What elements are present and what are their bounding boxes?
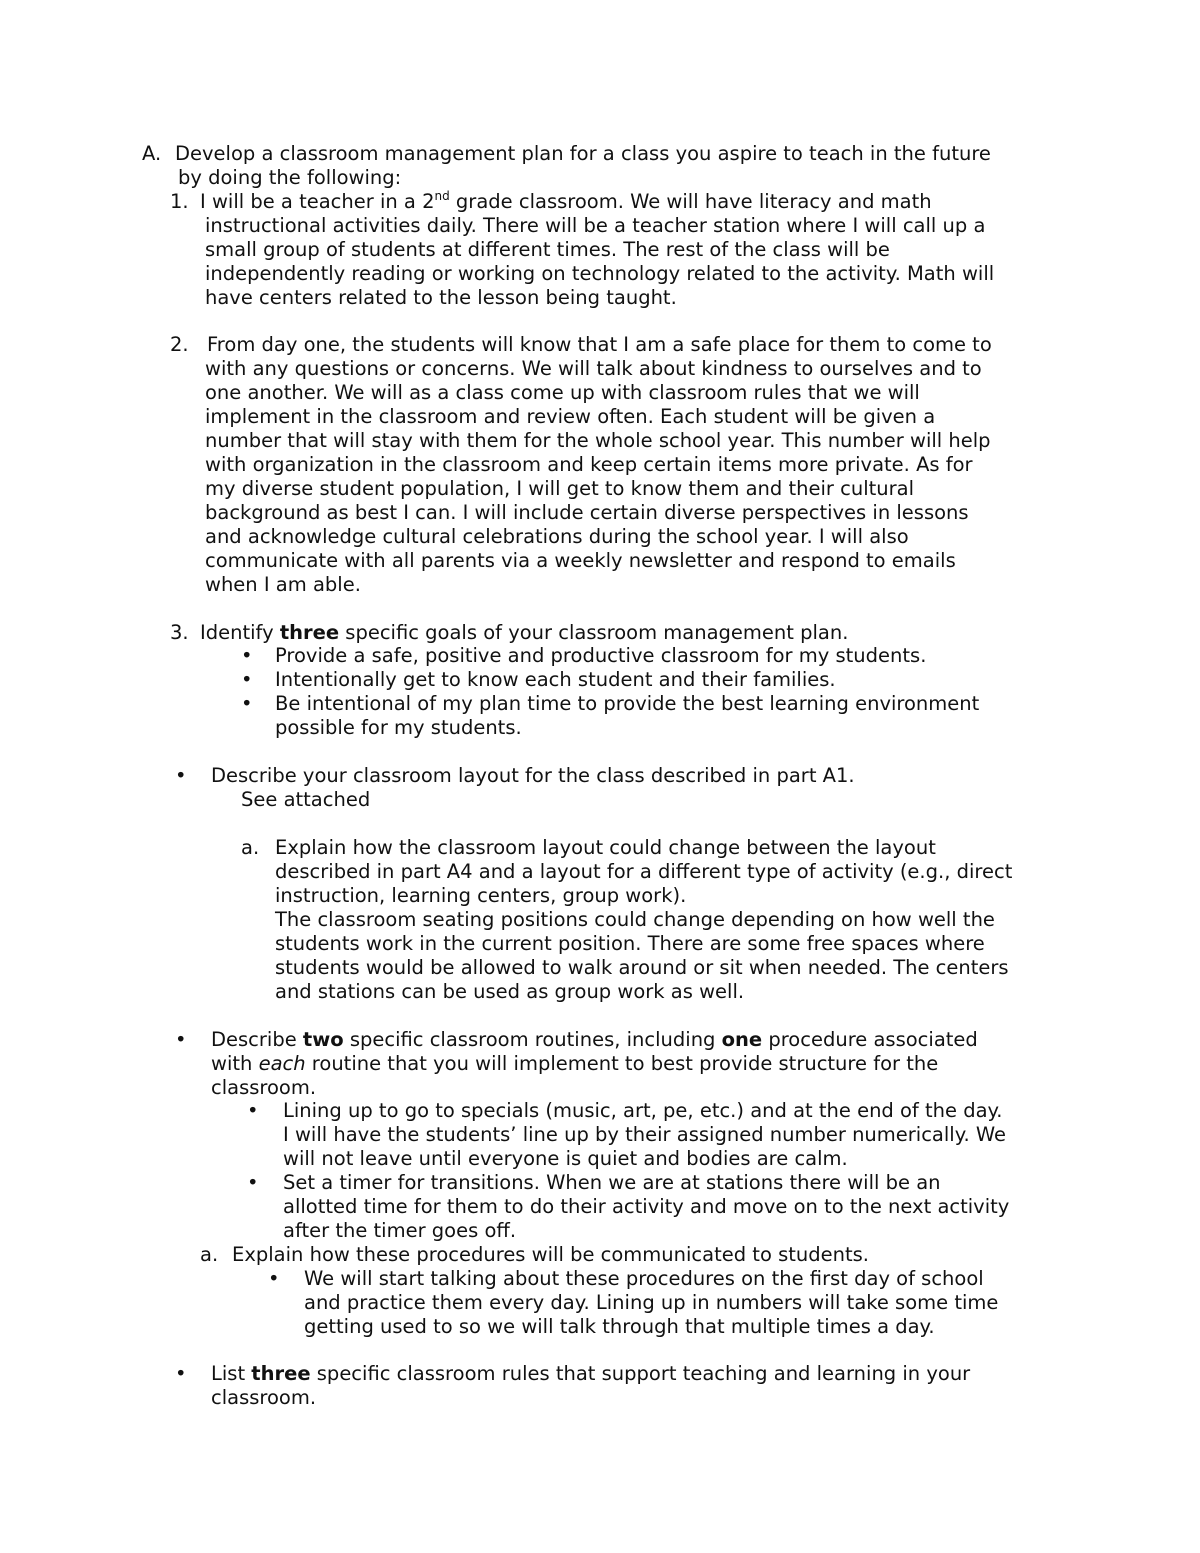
item-2-line: From day one, the students will know that I am a safe place for them to come to	[207, 333, 992, 356]
section-a-marker: A.	[142, 142, 162, 165]
item-1-text: I will be a teacher in a 2	[200, 190, 435, 213]
emphasis-two: two	[302, 1028, 344, 1051]
item-5a-answer-line: getting used to so we will talk through that multiple times a day.	[304, 1315, 935, 1338]
item-4a-line: instruction, learning centers, group work).	[275, 884, 687, 907]
routine-line: will not leave until everyone is quiet and bodies are calm.	[283, 1147, 848, 1170]
section-a-line: Develop a classroom management plan for a class you aspire to teach in the future	[175, 142, 991, 165]
item-4a-line: The classroom seating positions could change depending on how well the	[275, 908, 995, 931]
item-3-text: Identify	[200, 621, 280, 644]
emphasis-one: one	[721, 1028, 763, 1051]
bullet-icon: •	[268, 1267, 280, 1290]
goal-item: Provide a safe, positive and productive classroom for my students.	[275, 644, 927, 667]
item-1-first-line	[200, 190, 932, 214]
bullet-icon: •	[241, 668, 253, 691]
item-5a-answer-line: We will start talking about these procedures on the first day of school	[304, 1267, 984, 1290]
item-5-text: specific classroom routines, including	[343, 1028, 722, 1051]
item-5-prompt-line	[211, 1052, 938, 1076]
item-5a-prompt: Explain how these procedures will be communicated to students.	[232, 1243, 869, 1266]
bullet-icon: •	[241, 644, 253, 667]
item-4a-line: Explain how the classroom layout could change between the layout	[275, 836, 936, 859]
item-1-line: small group of students at different times. The rest of the class will be	[205, 238, 890, 261]
item-5-text: procedure associated	[762, 1028, 978, 1051]
item-2-line: and acknowledge cultural celebrations during the school year. I will also	[205, 525, 909, 548]
bullet-icon: •	[241, 692, 253, 715]
item-2-line: with any questions or concerns. We will talk about kindness to ourselves and to	[205, 357, 982, 380]
item-5-text: Describe	[211, 1028, 303, 1051]
item-3-text: specific goals of your classroom management plan.	[339, 621, 849, 644]
item-6-line: classroom.	[211, 1386, 317, 1409]
item-4-answer: See attached	[241, 788, 371, 811]
emphasis-each: each	[258, 1052, 306, 1075]
routine-line: I will have the students’ line up by their assigned number numerically. We	[283, 1123, 1007, 1146]
item-5-prompt-line	[211, 1028, 978, 1052]
bullet-icon: •	[175, 1362, 187, 1385]
goal-item: Be intentional of my plan time to provide the best learning environment	[275, 692, 980, 715]
item-4a-line: described in part A4 and a layout for a different type of activity (e.g., direct	[275, 860, 1013, 883]
section-a-line: by doing the following:	[178, 166, 402, 189]
routine-line: allotted time for them to do their activity and move on to the next activity	[283, 1195, 1010, 1218]
item-2-line: background as best I can. I will include certain diverse perspectives in lessons	[205, 501, 969, 524]
bullet-icon: •	[247, 1171, 259, 1194]
item-5-prompt-line: classroom.	[211, 1076, 317, 1099]
bullet-icon: •	[175, 1028, 187, 1051]
ordinal-suffix: nd	[434, 188, 450, 203]
item-4a-line: students would be allowed to walk around or sit when needed. The centers	[275, 956, 1009, 979]
item-2-marker: 2.	[170, 333, 189, 356]
routine-line: Lining up to go to specials (music, art, pe, etc.) and at the end of the day.	[283, 1099, 1003, 1122]
item-2-line: communicate with all parents via a weekly newsletter and respond to emails	[205, 549, 956, 572]
item-5a-answer-line: and practice them every day. Lining up in numbers will take some time	[304, 1291, 999, 1314]
item-2-line: my diverse student population, I will get to know them and their cultural	[205, 477, 915, 500]
item-2-line: one another. We will as a class come up with classroom rules that we will	[205, 381, 920, 404]
item-3-prompt	[200, 621, 848, 645]
item-2-line: number that will stay with them for the whole school year. This number will help	[205, 429, 991, 452]
item-2-line: when I am able.	[205, 573, 361, 596]
item-1-line: instructional activities daily. There will be a teacher station where I will call up a	[205, 214, 986, 237]
item-4-prompt: Describe your classroom layout for the class described in part A1.	[211, 764, 855, 787]
item-1-text: grade classroom. We will have literacy and math	[449, 190, 932, 213]
bullet-icon: •	[247, 1099, 259, 1122]
item-6-text: List	[211, 1362, 252, 1385]
routine-line: Set a timer for transitions. When we are at stations there will be an	[283, 1171, 941, 1194]
item-6-text: specific classroom rules that support teaching and learning in your	[310, 1362, 971, 1385]
item-4a-line: and stations can be used as group work as well.	[275, 980, 745, 1003]
item-6-prompt	[211, 1362, 970, 1386]
item-1-marker: 1.	[170, 190, 189, 213]
item-5-text: with	[211, 1052, 259, 1075]
item-1-line: independently reading or working on technology related to the activity. Math will	[205, 262, 995, 285]
goal-item: possible for my students.	[275, 716, 522, 739]
routine-line: after the timer goes off.	[283, 1219, 517, 1242]
item-2-line: implement in the classroom and review often. Each student will be given a	[205, 405, 936, 428]
goal-item: Intentionally get to know each student and their families.	[275, 668, 836, 691]
emphasis-three: three	[251, 1362, 311, 1385]
emphasis-three: three	[279, 621, 340, 644]
bullet-icon: •	[175, 764, 187, 787]
item-5a-marker: a.	[200, 1243, 219, 1266]
item-3-marker: 3.	[170, 621, 189, 644]
item-5-text: routine that you will implement to best provide structure for the	[305, 1052, 939, 1075]
item-4a-marker: a.	[241, 836, 260, 859]
item-2-line: with organization in the classroom and keep certain items more private. As for	[205, 453, 973, 476]
item-4a-line: students work in the current position. There are some free spaces where	[275, 932, 985, 955]
item-1-line: have centers related to the lesson being taught.	[205, 286, 677, 309]
